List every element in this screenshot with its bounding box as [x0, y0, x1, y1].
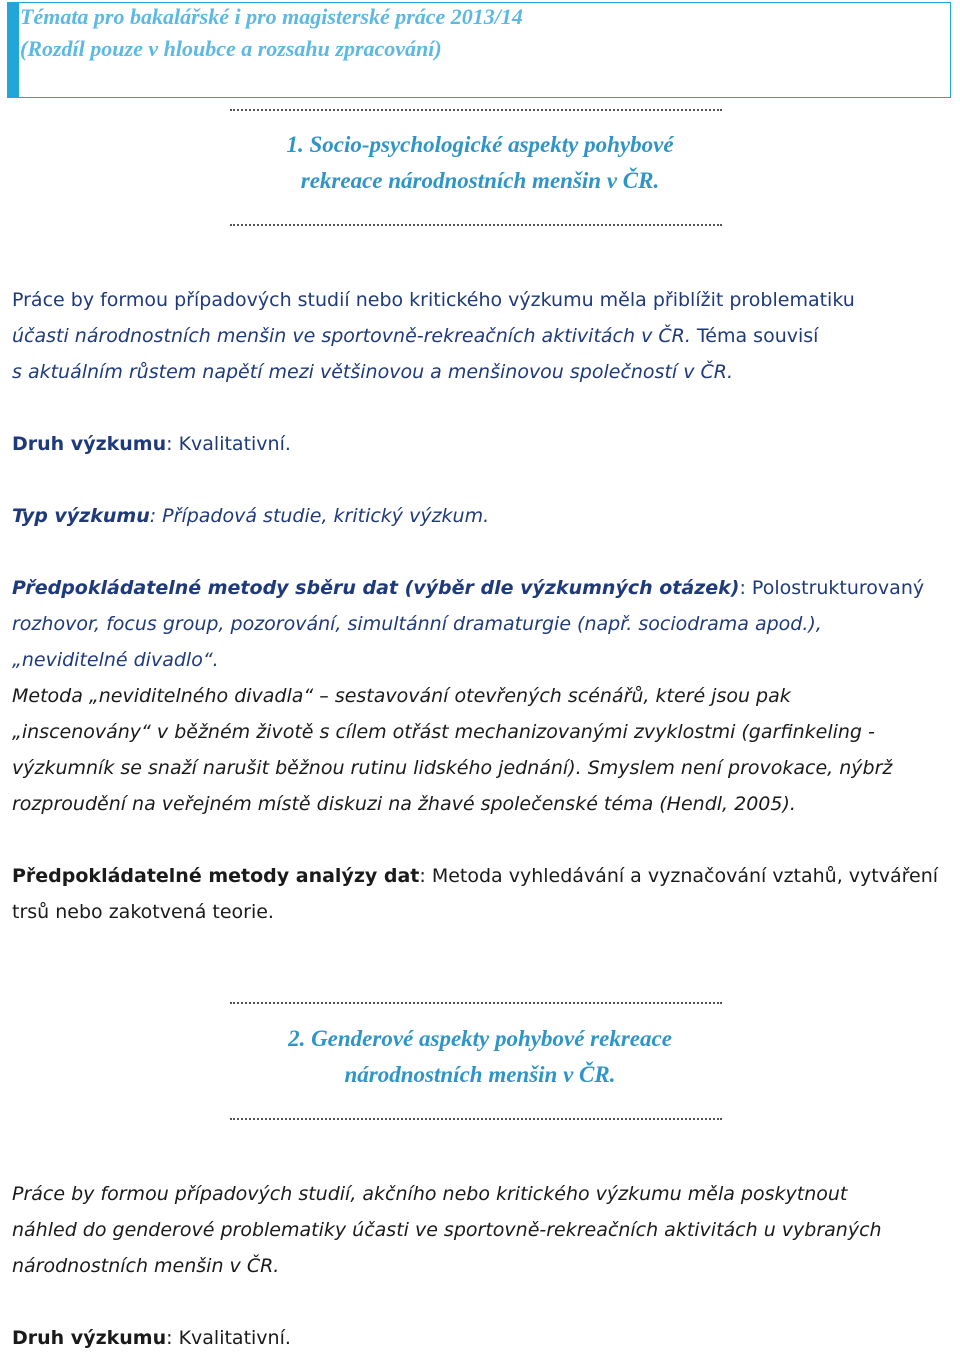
section-1-metoda-line2: „inscenovány“ v běžném životě s cílem otřást mechanizovanými zvyklostmi (garfinkeling - — [12, 721, 875, 743]
section-1-metody-analyzy — [12, 858, 942, 894]
section-1-metody-sberu — [12, 570, 942, 606]
section-1-metoda-line4: rozproudění na veřejném místě diskuzi na žhavé společenské téma (Hendl, 2005). — [12, 793, 796, 815]
section-1-title-continued: rekreace národnostních menšin v ČR. — [300, 168, 660, 193]
section-2-druh — [12, 1320, 942, 1356]
druh-value: : Kvalitativní. — [166, 1327, 291, 1349]
section-1-metody-line2: rozhovor, focus group, pozorování, simultánní dramaturgie (např. sociodrama apod.), — [12, 613, 822, 635]
section-1-intro-line3: s aktuálním růstem napětí mezi většinovou a menšinovou společností v ČR. — [12, 361, 734, 383]
section-1-typ — [12, 498, 942, 534]
section-1-metody-line3: „neviditelné divadlo“. — [12, 649, 219, 671]
druh-value: : Kvalitativní. — [166, 433, 291, 455]
section-2-intro-line3: národnostních menšin v ČR. — [12, 1255, 280, 1277]
intro-line: Práce by formou případových studií nebo kritického výzkumu měla přiblížit problematiku — [12, 289, 855, 311]
analyza-label: Předpokládatelné metody analýzy dat — [12, 865, 420, 887]
document-subtitle: (Rozdíl pouze v hloubce a rozsahu zpracování) — [20, 36, 442, 61]
section-divider-bottom — [230, 1118, 722, 1120]
typ-label: Typ výzkumu — [12, 505, 150, 527]
section-1-metoda-divadla: Metoda „neviditelného divadla“ – sestavování otevřených scénářů, které jsou pak — [12, 685, 791, 707]
section-1-intro — [12, 282, 942, 318]
document-title: Témata pro bakalářské i pro magisterské práce 2013/14 — [20, 4, 523, 29]
analyza-value: : Metoda vyhledávání a vyznačování vztahů, vytváření — [419, 865, 939, 887]
section-2-intro-line2: náhled do genderové problematiky účasti ve sportovně-rekreačních aktivitách u vybraných — [12, 1219, 882, 1241]
section-divider-bottom — [230, 224, 722, 226]
section-divider-top — [230, 109, 722, 111]
intro-italic-text: účasti národnostních menšin ve sportovně-rekreačních aktivitách v ČR. — [12, 325, 691, 347]
section-2-title-continued: národnostních menšin v ČR. — [344, 1062, 616, 1087]
druh-label: Druh výzkumu — [12, 1327, 167, 1349]
intro-line: Téma souvisí — [690, 325, 819, 347]
druh-label: Druh výzkumu — [12, 433, 167, 455]
section-divider-top — [230, 1002, 722, 1004]
section-1-metoda-line3: výzkumník se snaží narušit běžnou rutinu lidského jednání). Smyslem není provokace, nýbrž — [12, 757, 893, 779]
section-1-analyza-line2: trsů nebo zakotvená teorie. — [12, 901, 274, 923]
section-2-title: 2. Genderové aspekty pohybové rekreace — [288, 1026, 672, 1051]
section-1-title: 1. Socio-psychologické aspekty pohybové — [286, 132, 674, 157]
section-1-druh — [12, 426, 942, 462]
section-2-intro: Práce by formou případových studií, akčního nebo kritického výzkumu měla poskytnout — [12, 1183, 848, 1205]
section-1-intro-line2 — [12, 318, 942, 354]
metody-value: : Polostrukturovaný — [739, 577, 925, 599]
metody-label: Předpokládatelné metody sběru dat (výběr dle výzkumných otázek) — [12, 577, 740, 599]
typ-value: : Případová studie, kritický výzkum. — [149, 505, 490, 527]
